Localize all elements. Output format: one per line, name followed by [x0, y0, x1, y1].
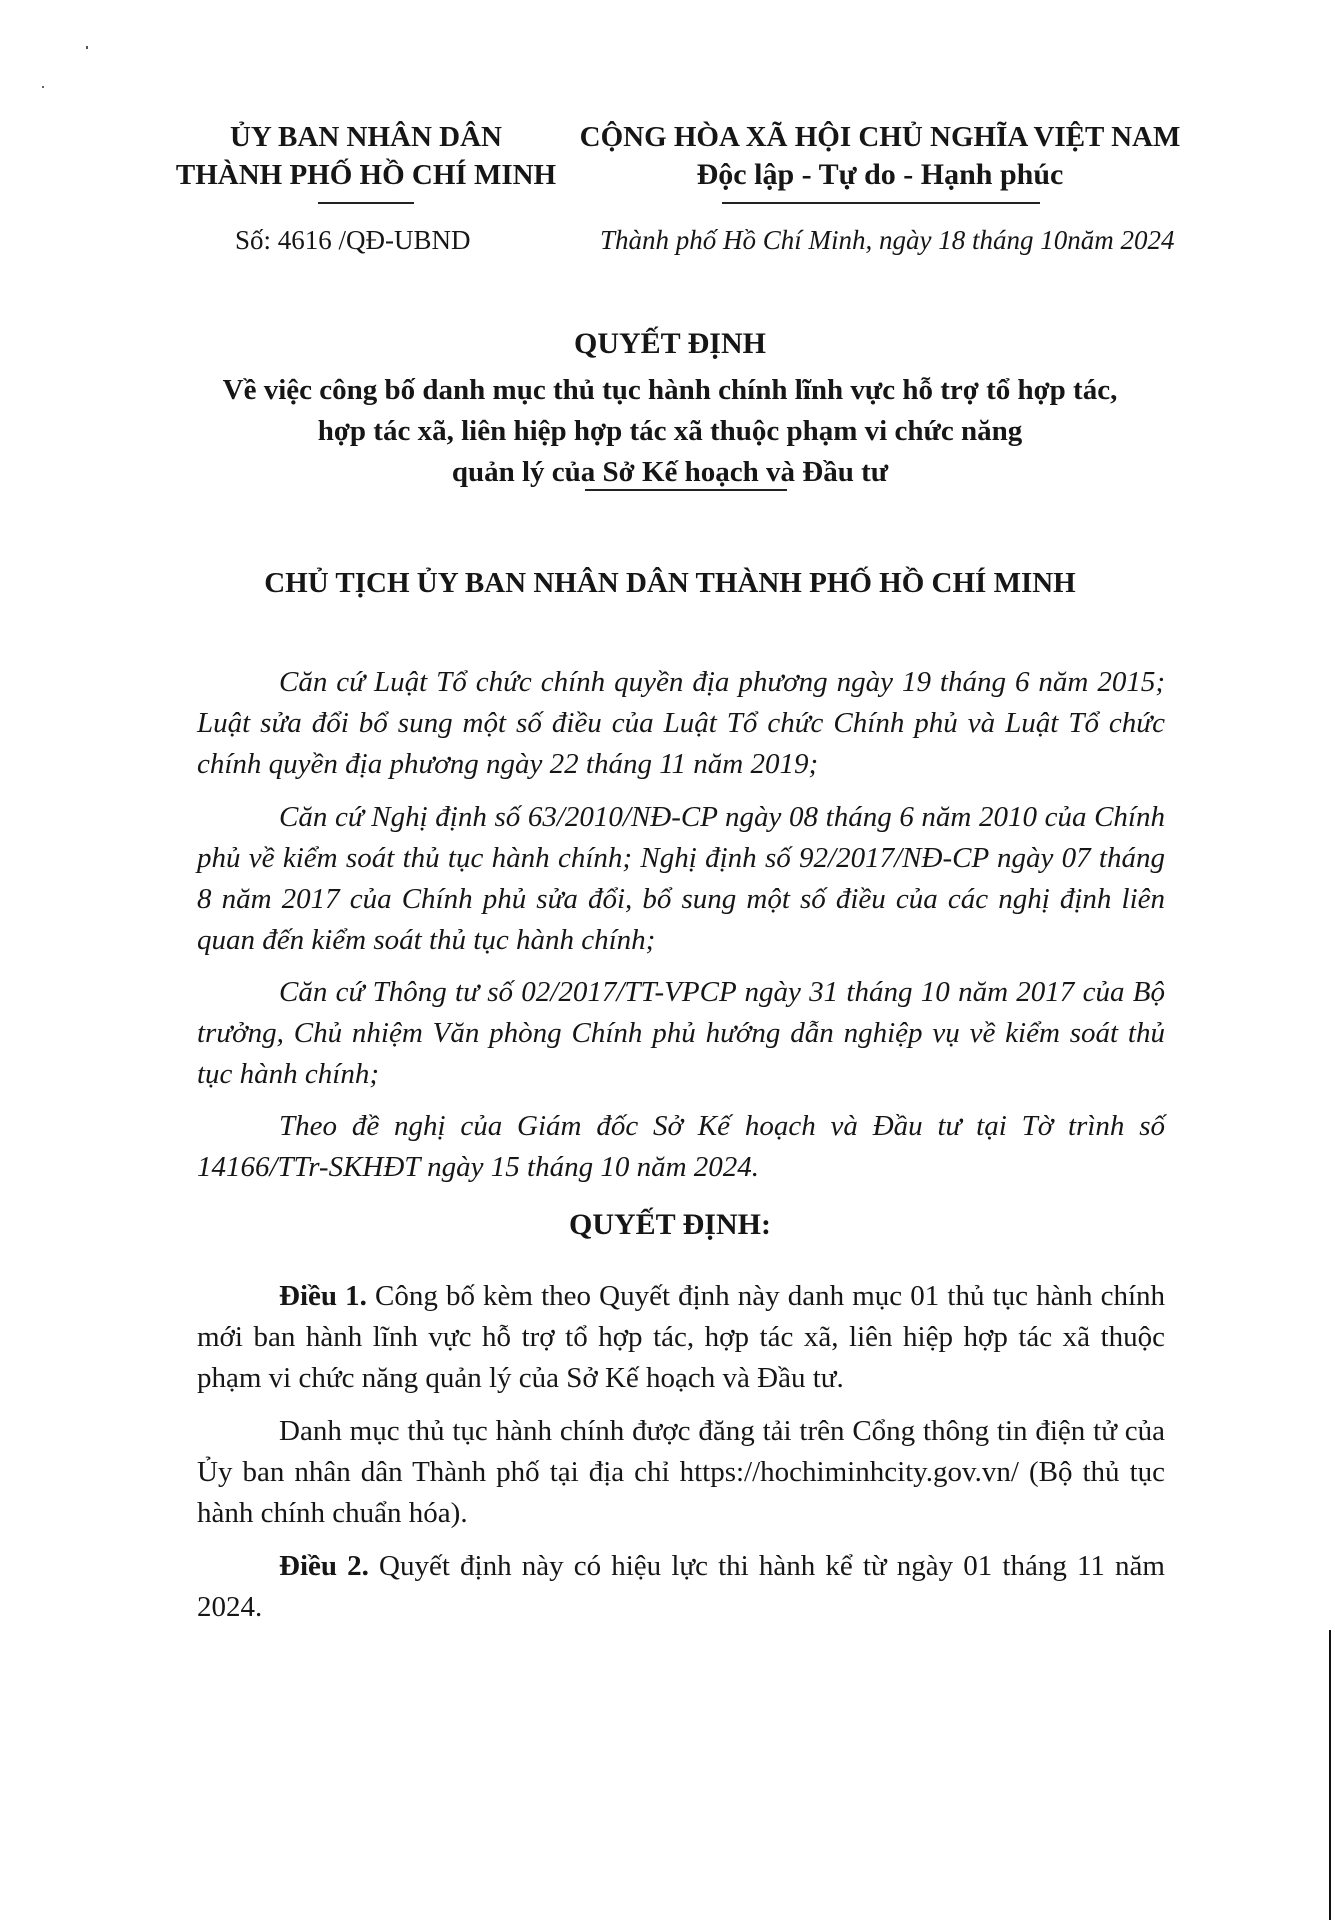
document-title: QUYẾT ĐỊNH	[574, 327, 766, 360]
legal-basis-paragraph: Căn cứ Nghị định số 63/2010/NĐ-CP ngày 08 tháng 6 năm 2010 của Chính phủ về kiểm soát thủ tục hành chính; Nghị định số 92/2017/NĐ-CP ngày 07 tháng 8 năm 2017 của Chính phủ sửa đổi, bổ sung một số điều của các nghị định liên quan đến kiểm soát thủ tục hành chính;	[197, 801, 1165, 956]
article-1-text: Công bố kèm theo Quyết định này danh mục 01 thủ tục hành chính mới ban hành lĩnh vực hỗ trợ tổ hợp tác, hợp tác xã, liên hiệp hợp tác xã thuộc phạm vi chức năng quản lý của Sở Kế hoạch và Đầu tư.	[197, 1280, 1166, 1394]
national-motto: Độc lập - Tự do - Hạnh phúc	[696, 158, 1064, 191]
motto-underline	[722, 202, 1040, 204]
agency-underline	[318, 202, 414, 204]
scan-edge-mark	[1329, 1630, 1331, 1920]
decision-heading: QUYẾT ĐỊNH:	[569, 1208, 771, 1241]
subject-underline	[585, 489, 787, 491]
issuing-authority: CHỦ TỊCH ỦY BAN NHÂN DÂN THÀNH PHỐ HỒ CHÍ MINH	[264, 567, 1076, 599]
document-subject	[120, 370, 1220, 493]
subject-line: Về việc công bố danh mục thủ tục hành chính lĩnh vực hỗ trợ tổ hợp tác,	[222, 374, 1118, 406]
agency-line-2: THÀNH PHỐ HỒ CHÍ MINH	[175, 159, 557, 191]
article-2-text: Quyết định này có hiệu lực thi hành kể từ ngày 01 tháng 11 năm 2024.	[197, 1550, 1165, 1623]
place-and-date: Thành phố Hồ Chí Minh, ngày 18 tháng 10năm 2024	[600, 225, 1175, 255]
issuing-agency	[170, 118, 562, 194]
proposal-paragraph: Theo đề nghị của Giám đốc Sở Kế hoạch và Đầu tư tại Tờ trình số 14166/TTr-SKHĐT ngày 15 tháng 10 năm 2024.	[197, 1110, 1165, 1183]
legal-basis-paragraph: Căn cứ Thông tư số 02/2017/TT-VPCP ngày 31 tháng 10 năm 2017 của Bộ trưởng, Chủ nhiệm Văn phòng Chính phủ hướng dẫn nghiệp vụ về kiểm soát thủ tục hành chính;	[197, 976, 1165, 1090]
article-1-label: Điều 1.	[279, 1280, 367, 1312]
legal-basis-paragraph: Căn cứ Luật Tổ chức chính quyền địa phương ngày 19 tháng 6 năm 2015; Luật sửa đổi bổ sung một số điều của Luật Tổ chức Chính phủ và Luật Tổ chức chính quyền địa phương ngày 22 tháng 11 năm 2019;	[197, 666, 1165, 780]
article-1-paragraph-2: Danh mục thủ tục hành chính được đăng tải trên Cổng thông tin điện tử của Ủy ban nhân dân Thành phố tại địa chỉ https://hochiminhcity.gov.vn/ (Bộ thủ tục hành chính chuẩn hóa).	[197, 1415, 1165, 1529]
subject-line: quản lý của Sở Kế hoạch và Đầu tư	[451, 456, 889, 488]
agency-line-1: ỦY BAN NHÂN DÂN	[229, 121, 502, 153]
article-1	[197, 1276, 1165, 1399]
national-header	[560, 118, 1200, 194]
scan-speck	[86, 46, 88, 49]
scan-speck	[42, 86, 44, 88]
nation-name: CỘNG HÒA XÃ HỘI CHỦ NGHĨA VIỆT NAM	[579, 121, 1181, 153]
subject-line: hợp tác xã, liên hiệp hợp tác xã thuộc phạm vi chức năng	[317, 415, 1023, 447]
article-2-label: Điều 2.	[279, 1550, 369, 1582]
document-number: Số: 4616 /QĐ-UBND	[235, 225, 471, 255]
article-2	[197, 1546, 1165, 1628]
